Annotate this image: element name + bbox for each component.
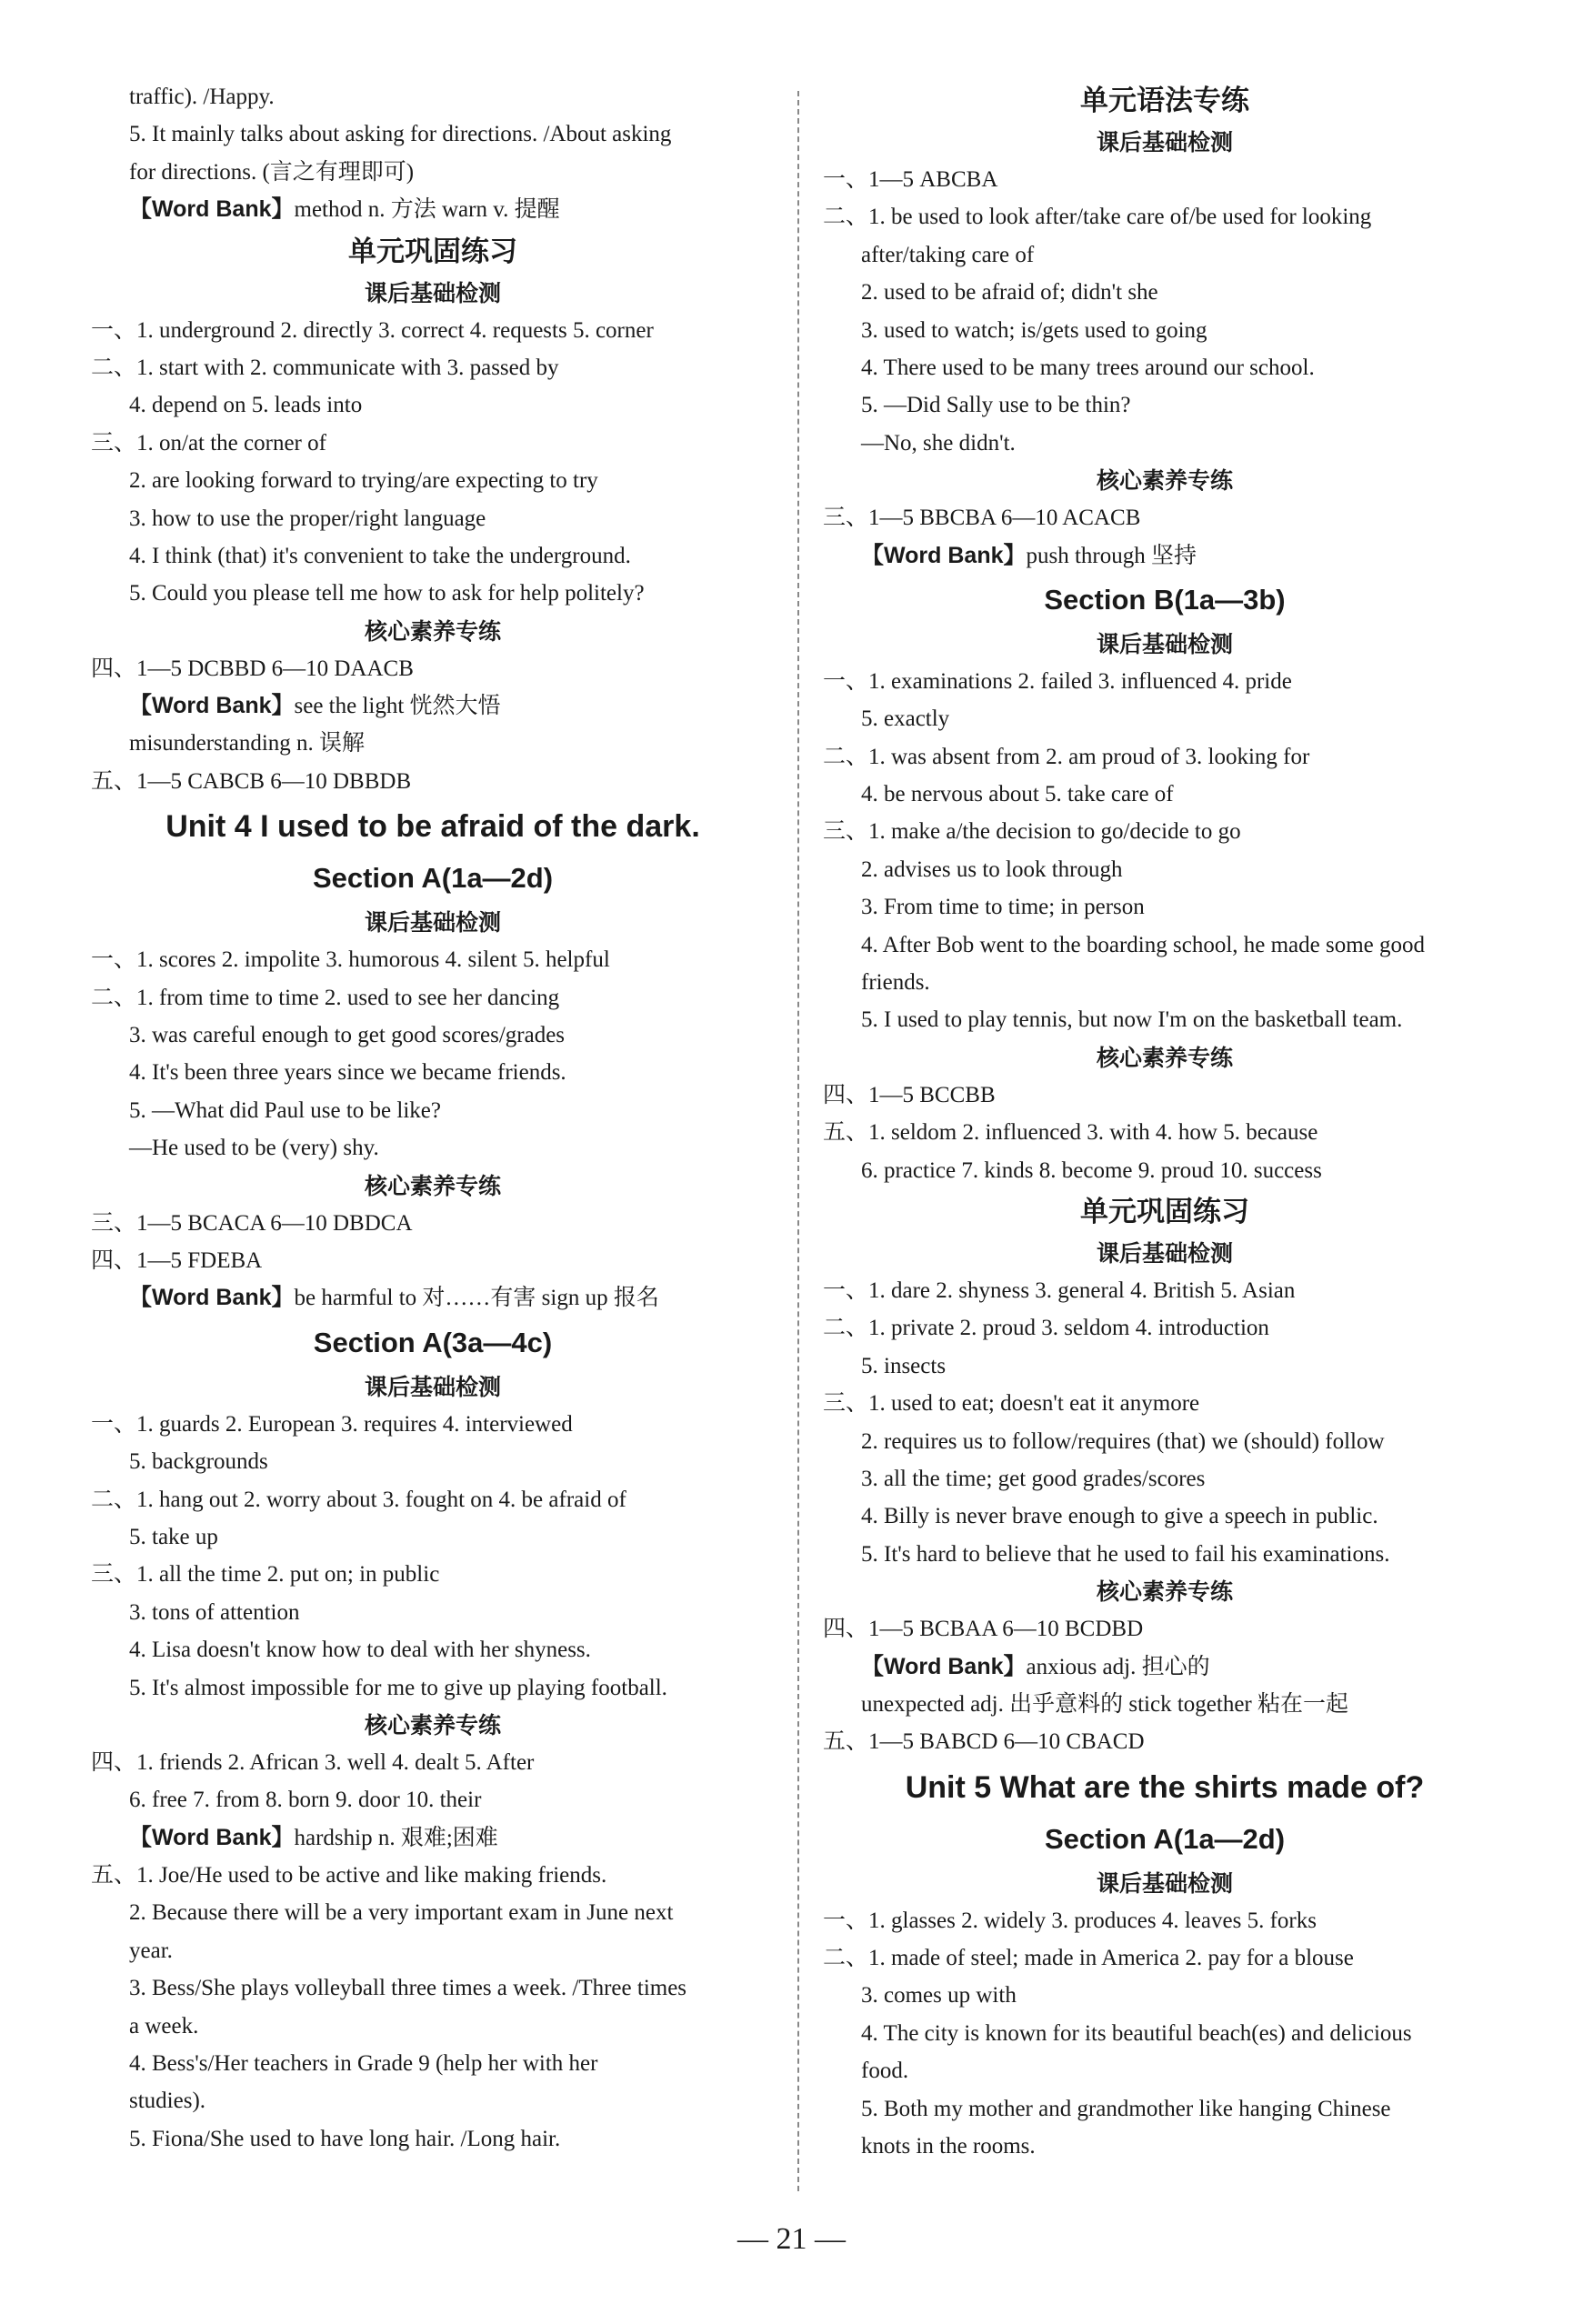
practice-heading: 单元巩固练习 xyxy=(348,235,517,268)
answer-line: 二、1. made of steel; made in America 2. pay for a blouse xyxy=(823,1946,1354,1971)
word-bank-line xyxy=(91,1819,775,1857)
word-bank-line xyxy=(91,191,775,228)
right-column xyxy=(823,78,1507,2165)
subsection-heading: 课后基础检测 xyxy=(1096,1869,1233,1897)
column-divider xyxy=(797,91,799,2191)
word-bank-text: hardship n. 艰难;困难 xyxy=(294,1825,498,1850)
answer-line: friends. xyxy=(861,970,930,996)
subsection-heading: 课后基础检测 xyxy=(1096,129,1233,155)
answer-line: 一、1. dare 2. shyness 3. general 4. British 5. Asian xyxy=(823,1277,1296,1303)
word-bank-label: 【Word Bank】 xyxy=(861,542,1027,568)
answer-line: 三、1. used to eat; doesn't eat it anymore xyxy=(823,1391,1200,1417)
answer-line: food. xyxy=(861,2059,909,2084)
section-heading: Section A(1a—2d) xyxy=(312,862,554,895)
answer-line: 5. It's hard to believe that he used to fail his examinations. xyxy=(861,1541,1390,1567)
answer-line: 一、1—5 ABCBA xyxy=(823,167,998,192)
answer-line: 四、1—5 BCBAA 6—10 BCDBD xyxy=(823,1617,1144,1642)
answer-line: traffic). /Happy. xyxy=(129,85,275,109)
practice-heading: 单元语法专练 xyxy=(1080,85,1249,117)
answer-line: 2. are looking forward to trying/are expecting to try xyxy=(129,468,598,494)
answer-line: 一、1. underground 2. directly 3. correct 4. requests 5. corner xyxy=(91,317,654,343)
answer-line: 4. There used to be many trees around our school. xyxy=(861,355,1315,380)
answer-line: 3. how to use the proper/right language xyxy=(129,506,486,531)
word-bank-line xyxy=(91,687,775,725)
answer-line: 4. Billy is never brave enough to give a speech in public. xyxy=(861,1504,1378,1529)
answer-line: 3. comes up with xyxy=(861,1983,1017,2008)
answer-line: 一、1. glasses 2. widely 3. produces 4. leaves 5. forks xyxy=(823,1908,1317,1933)
answer-line: 6. free 7. from 8. born 9. door 10. their xyxy=(129,1788,482,1813)
answer-line: 五、1—5 BABCD 6—10 CBACD xyxy=(823,1729,1145,1755)
answer-line: 四、1—5 BCCBB xyxy=(823,1082,996,1107)
subsection-heading: 核心素养专练 xyxy=(1096,1044,1233,1071)
answer-line: 3. all the time; get good grades/scores xyxy=(861,1466,1206,1491)
answer-line: 四、1—5 DCBBD 6—10 DAACB xyxy=(91,656,414,681)
answer-line: 五、1. Joe/He used to be active and like making friends. xyxy=(91,1863,607,1888)
answer-line: 4. be nervous about 5. take care of xyxy=(861,782,1174,807)
subsection-heading: 核心素养专练 xyxy=(364,617,501,645)
subsection-heading: 课后基础检测 xyxy=(1096,630,1233,657)
answer-line: 5. exactly xyxy=(861,706,950,732)
answer-line: 三、1. make a/the decision to go/decide to go xyxy=(823,819,1241,845)
answer-line: 二、1. hang out 2. worry about 3. fought on 4. be afraid of xyxy=(91,1487,626,1512)
answer-line: 5. Both my mother and grandmother like hanging Chinese xyxy=(861,2096,1391,2121)
word-bank-text: method n. 方法 warn v. 提醒 xyxy=(294,197,560,223)
answer-line: 3. From time to time; in person xyxy=(861,895,1145,920)
answer-line: a week. xyxy=(129,2013,199,2039)
answer-line: unexpected adj. 出乎意料的 stick together 粘在一起 xyxy=(861,1691,1348,1717)
answer-line: 5. insects xyxy=(861,1353,947,1378)
answer-line: 2. requires us to follow/requires (that) we (should) follow xyxy=(861,1428,1385,1454)
answer-line: 5. It's almost impossible for me to give up playing football. xyxy=(129,1675,667,1700)
answer-line: 四、1. friends 2. African 3. well 4. dealt 5. After xyxy=(91,1749,535,1775)
answer-line: 2. Because there will be a very important exam in June next xyxy=(129,1900,674,1926)
word-bank-label: 【Word Bank】 xyxy=(129,1824,295,1850)
answer-line: 3. was careful enough to get good scores/grades xyxy=(129,1023,566,1048)
word-bank-text: be harmful to 对……有害 sign up 报名 xyxy=(294,1286,659,1311)
word-bank-text: push through 坚持 xyxy=(1026,543,1197,568)
answer-line: 5. backgrounds xyxy=(129,1449,268,1475)
answer-line: 二、1. was absent from 2. am proud of 3. looking for xyxy=(823,744,1310,769)
answer-line: 二、1. private 2. proud 3. seldom 4. introduction xyxy=(823,1316,1269,1341)
subsection-heading: 核心素养专练 xyxy=(364,1172,501,1199)
section-heading: Section A(3a—4c) xyxy=(313,1326,553,1358)
word-bank-line xyxy=(823,1648,1507,1686)
subsection-heading: 课后基础检测 xyxy=(1096,1239,1233,1267)
answer-line: 一、1. examinations 2. failed 3. influenced 4. pride xyxy=(823,668,1292,694)
subsection-heading: 课后基础检测 xyxy=(364,1373,501,1400)
answer-line: 5. It mainly talks about asking for directions. /About asking xyxy=(129,122,672,147)
answer-line: 4. I think (that) it's convenient to take the underground. xyxy=(129,543,631,568)
answer-line: for directions. (言之有理即可) xyxy=(129,159,415,185)
answer-line: year. xyxy=(129,1938,173,1963)
section-heading: Section A(1a—2d) xyxy=(1044,1822,1286,1855)
answer-line: 6. practice 7. kinds 8. become 9. proud 10. success xyxy=(861,1157,1322,1183)
answer-line: 二、1. be used to look after/take care of/be used for looking xyxy=(823,205,1372,230)
answer-line: 5. —What did Paul use to be like? xyxy=(129,1097,441,1123)
word-bank-line xyxy=(823,537,1507,575)
answer-line: 3. tons of attention xyxy=(129,1599,300,1625)
subsection-heading: 核心素养专练 xyxy=(364,1711,501,1738)
answer-line: 五、1—5 CABCB 6—10 DBBDB xyxy=(91,768,412,794)
word-bank-label: 【Word Bank】 xyxy=(129,693,295,719)
subsection-heading: 课后基础检测 xyxy=(364,909,501,937)
answer-line: 4. Bess's/Her teachers in Grade 9 (help her with her xyxy=(129,2051,598,2077)
answer-line: 4. After Bob went to the boarding school, he made some good xyxy=(861,932,1426,957)
answer-line: 3. used to watch; is/gets used to going xyxy=(861,317,1207,343)
section-heading: Section B(1a—3b) xyxy=(1044,583,1286,616)
word-bank-label: 【Word Bank】 xyxy=(129,1285,295,1311)
answer-line: 5. —Did Sally use to be thin? xyxy=(861,393,1131,418)
answer-line: 二、1. start with 2. communicate with 3. passed by xyxy=(91,355,559,380)
answer-line: 一、1. guards 2. European 3. requires 4. interviewed xyxy=(91,1411,573,1437)
answer-line: 5. take up xyxy=(129,1524,218,1549)
answer-line: 二、1. from time to time 2. used to see her dancing xyxy=(91,985,560,1010)
word-bank-text: see the light 恍然大悟 xyxy=(294,694,501,719)
page-number: — 21 — xyxy=(737,2222,846,2256)
practice-heading: 单元巩固练习 xyxy=(1080,1195,1249,1228)
answer-line: knots in the rooms. xyxy=(861,2134,1036,2159)
answer-line: 3. Bess/She plays volleyball three times a week. /Three times xyxy=(129,1976,687,2001)
answer-line: 5. I used to play tennis, but now I'm on the basketball team. xyxy=(861,1007,1403,1033)
answer-line: 4. Lisa doesn't know how to deal with her shyness. xyxy=(129,1638,591,1663)
answer-line: 五、1. seldom 2. influenced 3. with 4. how 5. because xyxy=(823,1120,1318,1146)
answer-line: 2. advises us to look through xyxy=(861,856,1123,882)
subsection-heading: 核心素养专练 xyxy=(1096,467,1233,495)
answer-line: 三、1. on/at the corner of xyxy=(91,430,326,456)
answer-line: —No, she didn't. xyxy=(861,430,1016,456)
word-bank-text: anxious adj. 担心的 xyxy=(1026,1654,1210,1679)
subsection-heading: 课后基础检测 xyxy=(364,279,501,306)
answer-line: 三、1—5 BBCBA 6—10 ACACB xyxy=(823,506,1141,531)
answer-line: 5. Could you please tell me how to ask for help politely? xyxy=(129,581,645,606)
answer-line: 4. It's been three years since we became friends. xyxy=(129,1060,566,1086)
unit-heading: Unit 4 I used to be afraid of the dark. xyxy=(165,809,700,845)
answer-line: 三、1—5 BCACA 6—10 DBDCA xyxy=(91,1210,413,1236)
answer-line: 4. The city is known for its beautiful beach(es) and delicious xyxy=(861,2020,1412,2046)
answer-line: 2. used to be afraid of; didn't she xyxy=(861,280,1158,306)
answer-line: studies). xyxy=(129,2089,206,2114)
answer-line: 四、1—5 FDEBA xyxy=(91,1247,263,1273)
word-bank-line xyxy=(91,1279,775,1317)
answer-line: 5. Fiona/She used to have long hair. /Long hair. xyxy=(129,2126,561,2151)
answer-line: 三、1. all the time 2. put on; in public xyxy=(91,1562,440,1588)
answer-line: misunderstanding n. 误解 xyxy=(129,731,366,756)
answer-line: 一、1. scores 2. impolite 3. humorous 4. silent 5. helpful xyxy=(91,947,610,973)
subsection-heading: 核心素养专练 xyxy=(1096,1578,1233,1606)
left-column xyxy=(91,78,775,2158)
unit-heading: Unit 5 What are the shirts made of? xyxy=(905,1769,1425,1805)
word-bank-label: 【Word Bank】 xyxy=(861,1653,1027,1679)
answer-line: after/taking care of xyxy=(861,242,1035,267)
word-bank-label: 【Word Bank】 xyxy=(129,196,295,223)
answer-line: 4. depend on 5. leads into xyxy=(129,393,363,418)
answer-line: —He used to be (very) shy. xyxy=(129,1136,379,1161)
